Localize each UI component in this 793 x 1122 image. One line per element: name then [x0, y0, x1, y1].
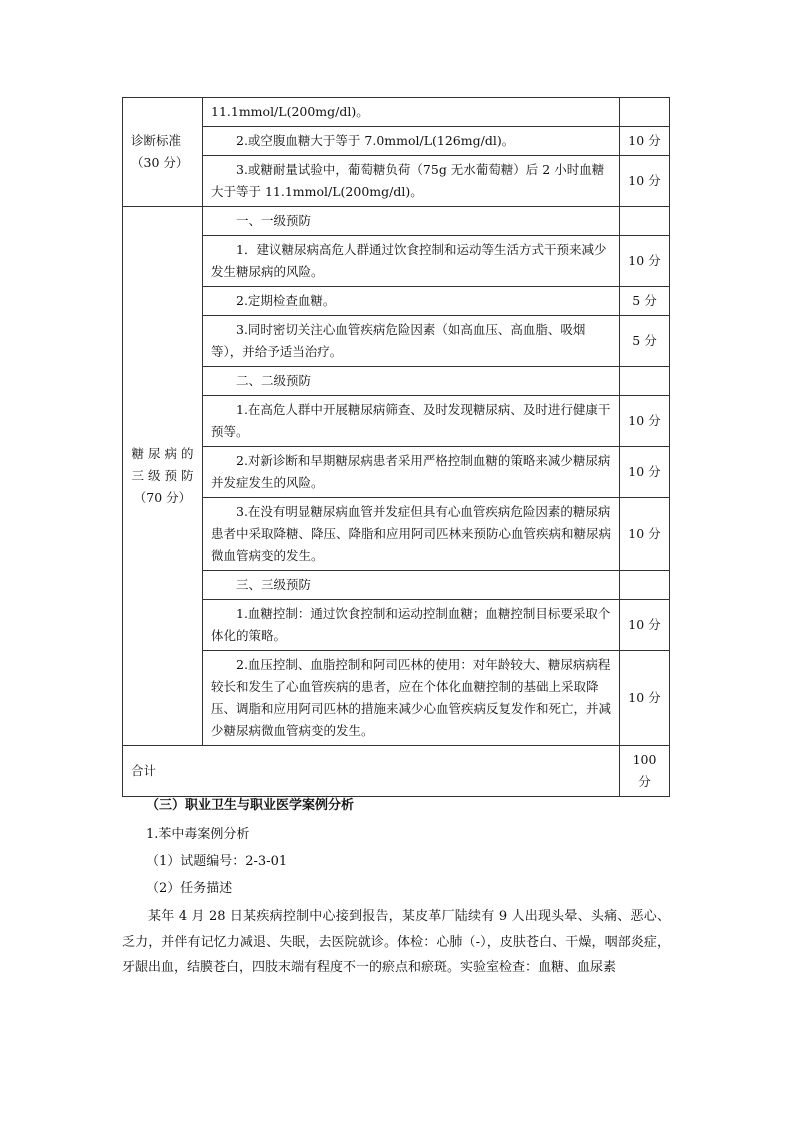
table-row [123, 651, 670, 746]
table-row [123, 396, 670, 447]
points-cell: 10 分 [620, 651, 670, 746]
criterion-text: 3.或糖耐量试验中，葡萄糖负荷（75g 无水葡萄糖）后 2 小时血糖大于等于 11.1mmol/L(200mg/dl)。 [203, 156, 620, 207]
total-label: 合计 [123, 746, 620, 797]
category-label: 糖 尿 病 的 [131, 446, 194, 461]
points-cell [620, 98, 670, 127]
criterion-text: 11.1mmol/L(200mg/dl)。 [203, 98, 620, 127]
category-points: （70 分） [133, 490, 192, 505]
exam-item-number: （1）试题编号：2-3-01 [146, 854, 288, 869]
section-heading: （三）职业卫生与职业医学案例分析 [146, 798, 355, 813]
subsection-heading: 二、二级预防 [203, 367, 620, 396]
table-row [123, 287, 670, 316]
table-row [123, 207, 670, 236]
category-cell-diagnosis [123, 98, 203, 207]
points-cell: 10 分 [620, 236, 670, 287]
task-heading: （2）任务描述 [146, 881, 233, 896]
subsection-heading: 三、三级预防 [203, 571, 620, 600]
table-row [123, 600, 670, 651]
table-row [123, 316, 670, 367]
criterion-text: 2.定期检查血糖。 [203, 287, 620, 316]
points-cell: 10 分 [620, 156, 670, 207]
table-row-total [123, 746, 670, 797]
subsection-heading: 一、一级预防 [203, 207, 620, 236]
points-cell: 10 分 [620, 600, 670, 651]
criterion-text: 2.对新诊断和早期糖尿病患者采用严格控制血糖的策略来减少糖尿病并发症发生的风险。 [203, 447, 620, 498]
category-cell-prevention [123, 207, 203, 746]
table-row [123, 498, 670, 571]
criterion-text: 3.同时密切关注心血管疾病危险因素（如高血压、高血脂、吸烟等），并给予适当治疗。 [203, 316, 620, 367]
criterion-text: 1．建议糖尿病高危人群通过饮食控制和运动等生活方式干预来减少发生糖尿病的风险。 [203, 236, 620, 287]
table-row [123, 367, 670, 396]
table-row [123, 127, 670, 156]
category-label: 诊断标准 [131, 133, 182, 148]
total-points: 100 分 [620, 746, 670, 797]
scoring-table [122, 97, 670, 797]
points-cell: 10 分 [620, 127, 670, 156]
points-cell [620, 207, 670, 236]
table-row [123, 236, 670, 287]
points-cell [620, 571, 670, 600]
points-cell: 10 分 [620, 447, 670, 498]
points-cell: 10 分 [620, 396, 670, 447]
category-label: 三 级 预 防 [131, 468, 194, 483]
table-row [123, 447, 670, 498]
points-cell: 5 分 [620, 287, 670, 316]
criterion-text: 1.血糖控制：通过饮食控制和运动控制血糖；血糖控制目标要采取个体化的策略。 [203, 600, 620, 651]
case-description: 某年 4 月 28 日某疾病控制中心接到报告，某皮革厂陆续有 9 人出现头晕、头痛、恶心、乏力，并伴有记忆力减退、失眠，去医院就诊。体检：心肺（-），皮肤苍白、干燥，咽部炎症，牙龈出血，结膜苍白，四肢末端有程度不一的瘀点和瘀斑。实验室检查：血糖、血尿素 [122, 909, 670, 975]
case-title: 1.苯中毒案例分析 [146, 827, 250, 842]
criterion-text: 2.血压控制、血脂控制和阿司匹林的使用：对年龄较大、糖尿病病程较长和发生了心血管疾病的患者，应在个体化血糖控制的基础上采取降压、调脂和应用阿司匹林的措施来减少心血管疾病反复发作和死亡，并减少糖尿病微血管病变的发生。 [203, 651, 620, 746]
table-row [123, 156, 670, 207]
criterion-text: 3.在没有明显糖尿病血管并发症但具有心血管疾病危险因素的糖尿病患者中采取降糖、降压、降脂和应用阿司匹林来预防心血管疾病和糖尿病微血管病变的发生。 [203, 498, 620, 571]
points-cell: 5 分 [620, 316, 670, 367]
criterion-text: 1.在高危人群中开展糖尿病筛查、及时发现糖尿病、及时进行健康干预等。 [203, 396, 620, 447]
table-row [123, 571, 670, 600]
table-row [123, 98, 670, 127]
points-cell [620, 367, 670, 396]
category-points: （30 分） [131, 155, 189, 170]
points-cell: 10 分 [620, 498, 670, 571]
criterion-text: 2.或空腹血糖大于等于 7.0mmol/L(126mg/dl)。 [203, 127, 620, 156]
